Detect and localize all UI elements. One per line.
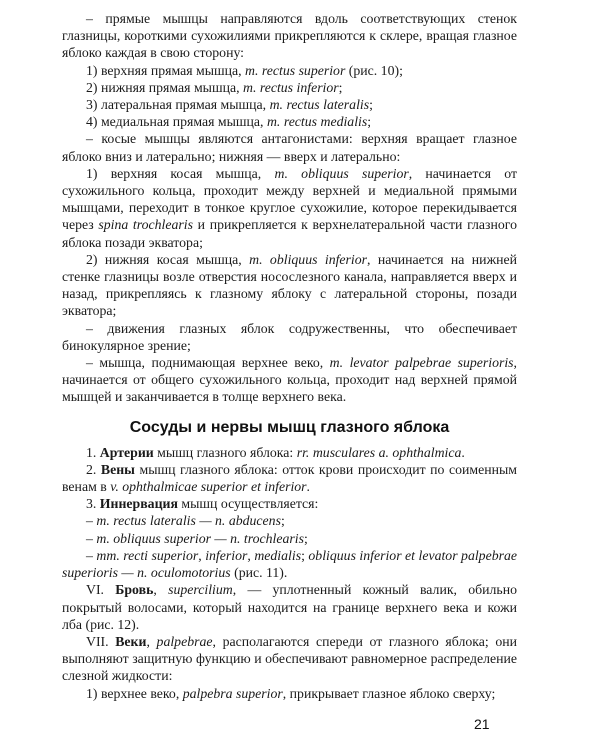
text-run: мышц осуществляется: <box>177 496 319 512</box>
text-run: 2) нижняя косая мышца, <box>86 251 250 267</box>
paragraph <box>62 547 517 581</box>
bold-term: Вены <box>100 461 135 477</box>
text-run: ; <box>369 97 373 113</box>
text-run: VII. <box>86 633 116 649</box>
text-run: ; <box>303 530 308 546</box>
text-run: , располагаются спереди от глазного яблока; они выполняют защитную функцию и обеспечивают равномерное распределение слезной жидкости: <box>62 633 517 684</box>
paragraph <box>62 130 517 164</box>
paragraph <box>62 495 517 512</box>
text-run: – мышца, поднимающая верхнее веко, <box>86 355 330 371</box>
text-run: 1) верхняя косая мышца, <box>86 165 275 181</box>
latin-term: medialis <box>254 547 302 563</box>
text-run: 1) верхнее веко, <box>86 685 183 701</box>
text-run: ; <box>280 513 285 529</box>
text-run: ; <box>367 114 372 130</box>
paragraph <box>62 444 517 461</box>
latin-term: inferior <box>205 547 248 563</box>
latin-term: m. obliquus inferior <box>249 251 368 267</box>
text-run: , начинается на нижней стенке глазницы возле отверстия носослезного канала, направляется вверх и назад, прикрепляясь к глазному яблоку с латеральной стороны, позади экватора; <box>62 251 517 319</box>
text-run: – <box>86 513 97 529</box>
bold-term: Артерии <box>99 444 154 460</box>
text-run: 3. <box>86 496 100 512</box>
text-run: , — уплотненный кожный валик, обильно покрытый волосами, который находится на границе верхнего века и кожи лба (рис. 12). <box>62 582 517 632</box>
paragraph <box>62 685 517 702</box>
text-run: , <box>247 547 255 563</box>
latin-term: palpebrae <box>156 633 213 649</box>
page-body <box>62 10 517 702</box>
text-run: – движения глазных яблок содружественны, что обеспечивает бинокулярное зрение; <box>62 320 517 353</box>
latin-term: supercilium <box>168 582 233 598</box>
latin-term: m. rectus inferior <box>242 79 339 95</box>
latin-term: m. rectus lateralis <box>269 97 370 113</box>
paragraph <box>62 581 517 633</box>
bold-term: Бровь <box>115 582 154 598</box>
latin-term: v. ophthalmicae superior et inferior <box>110 479 307 495</box>
page-number: 21 <box>474 716 490 732</box>
latin-term: spina trochlearis <box>98 217 193 233</box>
paragraph <box>62 530 517 547</box>
text-run: VI. <box>86 582 116 598</box>
bold-term: Иннервация <box>99 496 178 512</box>
text-run: , <box>146 633 157 649</box>
paragraph <box>62 633 517 685</box>
text-block-bottom <box>62 444 517 702</box>
text-run: 1) верхняя прямая мышца, <box>86 62 246 78</box>
paragraph <box>62 320 517 354</box>
paragraph <box>62 251 517 320</box>
text-run: ; <box>301 547 309 563</box>
text-run: , <box>198 547 206 563</box>
latin-term: m. levator palpebrae superioris <box>329 355 514 371</box>
latin-term: obliquus inferior et levator palpebrae superioris — n. oculomotorius <box>62 547 517 581</box>
text-run: , начинается от сухожильного кольца, проходит между верхней и медиальной прямыми мышцами, переходит в тонкое круглое сухожилие, которое перекидывается через <box>62 165 517 233</box>
text-run: (рис. 11). <box>230 565 288 581</box>
latin-term: m. rectus lateralis — n. abducens <box>96 513 281 529</box>
paragraph <box>62 96 517 113</box>
section-heading: Сосуды и нервы мышц глазного яблока <box>129 418 450 436</box>
paragraph <box>62 354 517 406</box>
paragraph <box>62 62 517 79</box>
text-run: , начинается от общего сухожильного кольца, проходит над верхней прямой мышцей и заканчивается в толще верхнего века. <box>62 355 517 405</box>
text-run: 2) нижняя прямая мышца, <box>86 79 243 95</box>
text-run: 3) латеральная прямая мышца, <box>86 97 270 113</box>
paragraph <box>62 461 517 495</box>
text-block-top <box>62 10 517 406</box>
text-run: – <box>86 530 97 546</box>
latin-term: palpebra superior <box>182 685 283 701</box>
latin-term: m. obliquus superior <box>274 165 409 181</box>
paragraph <box>62 165 517 251</box>
paragraph <box>62 512 517 529</box>
latin-term: m. rectus medialis <box>266 114 368 130</box>
text-run: – <box>86 547 97 563</box>
text-run: – прямые мышцы направляются вдоль соответствующих стенок глазницы, короткими сухожилиями прикрепляются к склере, вращая глазное яблоко каждая в свою сторону: <box>62 11 517 61</box>
text-run: , прикрывает глазное яблоко сверху; <box>282 685 496 701</box>
paragraph <box>62 113 517 130</box>
latin-term: m. rectus superior <box>245 62 346 78</box>
latin-term: m. obliquus superior — n. trochlearis <box>96 530 304 546</box>
latin-term: rr. musculares a. ophthalmica <box>296 444 462 460</box>
bold-term: Веки <box>115 633 147 649</box>
text-run: – косые мышцы являются антагонистами: верхняя вращает глазное яблоко вниз и латерально; нижняя — вверх и латерально: <box>62 131 517 164</box>
text-run: и прикрепляется к верхнелатеральной части глазного яблока позади экватора; <box>62 217 518 250</box>
text-run: ; <box>338 79 343 95</box>
text-run: 2. <box>86 461 101 477</box>
paragraph <box>62 79 517 96</box>
latin-term: mm. recti superior <box>96 547 199 563</box>
paragraph <box>62 10 517 62</box>
text-run: . <box>306 479 310 495</box>
text-run: мышц глазного яблока: отток крови происходит по соименным венам в <box>62 461 517 495</box>
text-run: 4) медиальная прямая мышца, <box>86 114 267 130</box>
text-run: 1. <box>86 444 100 460</box>
text-run: . <box>461 444 465 460</box>
text-run: (рис. 10); <box>345 62 403 78</box>
text-run: , <box>153 582 169 598</box>
text-run: мышц глазного яблока: <box>153 444 297 460</box>
